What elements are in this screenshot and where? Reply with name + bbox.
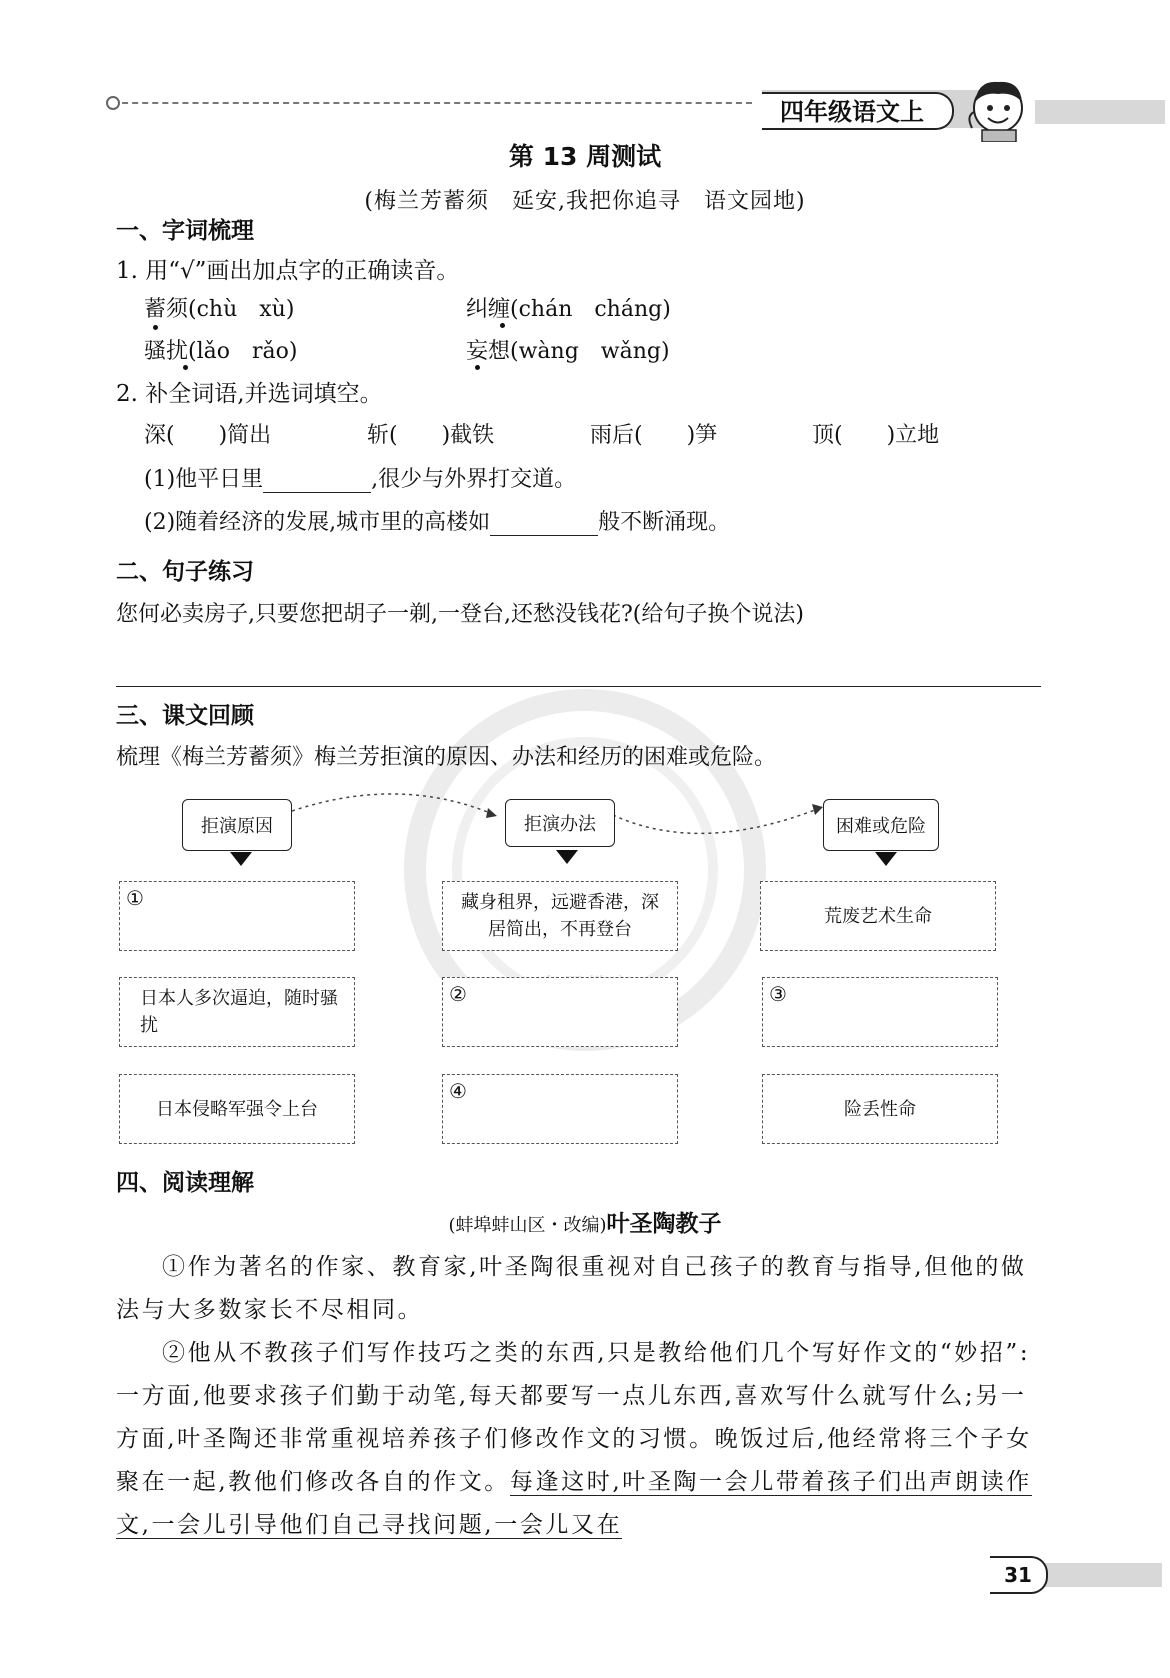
section4-heading: 四、阅读理解 (116, 1170, 254, 1196)
q2-s2-part-b: 般不断涌现。 (598, 510, 731, 535)
box-text: 险丢性命 (844, 1098, 916, 1120)
page-subtitle: (梅兰芳蓄须 延安,我把你追寻 语文园地) (364, 189, 806, 214)
fill-blank-2[interactable] (490, 513, 598, 536)
box-method-3[interactable] (442, 1074, 678, 1144)
q2-prompt: 2. 补全词语,并选词填空。 (116, 381, 383, 407)
box-text: 藏身租界，远避香港，深居简出，不再登台 (461, 892, 659, 940)
box-method-2[interactable] (442, 977, 678, 1047)
section2-heading: 二、句子练习 (116, 559, 254, 585)
q1-item-4: 妄想(wàng wǎng) (466, 339, 670, 364)
col-header-reason: 拒演原因 (182, 799, 292, 851)
down-arrow-icon (875, 852, 897, 866)
header-dashed-line (112, 102, 752, 104)
paragraph-2 (116, 1332, 1046, 1547)
section1-heading: 一、字词梳理 (116, 218, 254, 244)
header-dot (106, 96, 120, 110)
section3-heading: 三、课文回顾 (116, 703, 254, 729)
emphasis-dot (183, 365, 188, 370)
q2-word-4: 顶( )立地 (812, 423, 940, 448)
q2-s1-part-b: ,很少与外界打交道。 (371, 467, 577, 492)
box-reason-2 (119, 977, 355, 1047)
header-stripe (1035, 100, 1165, 124)
box-text: 荒废艺术生命 (824, 905, 932, 927)
box-method-1 (442, 881, 678, 951)
box-text: 日本侵略军强令上台 (156, 1098, 318, 1120)
emphasis-dot (500, 323, 505, 328)
box-number: ① (126, 886, 144, 910)
emphasis-dot (475, 365, 480, 370)
q2-word-2: 斩( )截铁 (367, 423, 495, 448)
article-source: (蚌埠蚌山区・改编) (448, 1215, 607, 1236)
box-number: ④ (449, 1079, 467, 1103)
box-danger-1 (760, 881, 996, 951)
down-arrow-icon (556, 850, 578, 864)
fill-blank-1[interactable] (263, 470, 371, 493)
mascot-boy-icon (958, 72, 1038, 142)
box-number: ③ (769, 982, 787, 1006)
q1-item-3: 骚扰(lǎo rǎo) (144, 339, 298, 364)
box-danger-2[interactable] (762, 977, 998, 1047)
q1-prompt: 1. 用“√”画出加点字的正确读音。 (116, 258, 460, 284)
box-reason-1[interactable] (119, 881, 355, 951)
box-danger-3 (762, 1074, 998, 1144)
section2-sentence: 您何必卖房子,只要您把胡子一剃,一登台,还愁没钱花?(给句子换个说法) (116, 602, 804, 627)
q2-sentence-2 (144, 505, 730, 536)
page-number: 31 (990, 1556, 1048, 1594)
paragraph-1: ①作为著名的作家、教育家,叶圣陶很重视对自己孩子的教育与指导,但他的做法与大多数家长不尽相同。 (116, 1254, 1027, 1323)
box-text: 日本人多次逼迫，随时骚扰 (140, 988, 338, 1036)
q2-word-1: 深( )简出 (144, 423, 272, 448)
q2-word-3: 雨后( )笋 (590, 423, 718, 448)
col-header-method: 拒演办法 (505, 799, 615, 847)
page-title: 第 13 周测试 (508, 142, 662, 171)
section3-prompt: 梳理《梅兰芳蓄须》梅兰芳拒演的原因、办法和经历的困难或危险。 (116, 745, 777, 770)
q2-sentence-1 (144, 462, 576, 493)
q2-s1-part-a: (1)他平日里 (144, 467, 264, 492)
paragraph-2-text: ②他从不教孩子们写作技巧之类的东西,只是教给他们几个写好作文的“妙招”:一方面,他要求孩子们勤于动笔,每天都要写一点儿东西,喜欢写什么就写什么;另一方面,叶圣陶还非常重视培养孩子们修改作文的习惯。晚饭过后,他经常将三个子女聚在一起,教他们修改各自的作文。 (116, 1340, 1032, 1495)
answer-line[interactable] (116, 686, 1041, 687)
q1-item-1: 蓄须(chù xù) (144, 297, 295, 322)
article-title: 叶圣陶教子 (606, 1211, 722, 1237)
q2-s2-part-a: (2)随着经济的发展,城市里的高楼如 (144, 510, 491, 535)
article-title-line (0, 1205, 1170, 1238)
grade-label: 四年级语文上 (780, 98, 924, 126)
underlined-sentence: 每逢这时,叶圣陶一会儿带着孩子们出声朗读作文,一会儿引导他们自己寻找问题,一会儿又在 (116, 1469, 1032, 1538)
down-arrow-icon (230, 852, 252, 866)
col-header-danger: 困难或危险 (823, 799, 939, 851)
q1-item-2: 纠缠(chán cháng) (466, 297, 671, 322)
box-number: ② (449, 982, 467, 1006)
box-reason-3 (119, 1074, 355, 1144)
emphasis-dot (153, 325, 158, 330)
